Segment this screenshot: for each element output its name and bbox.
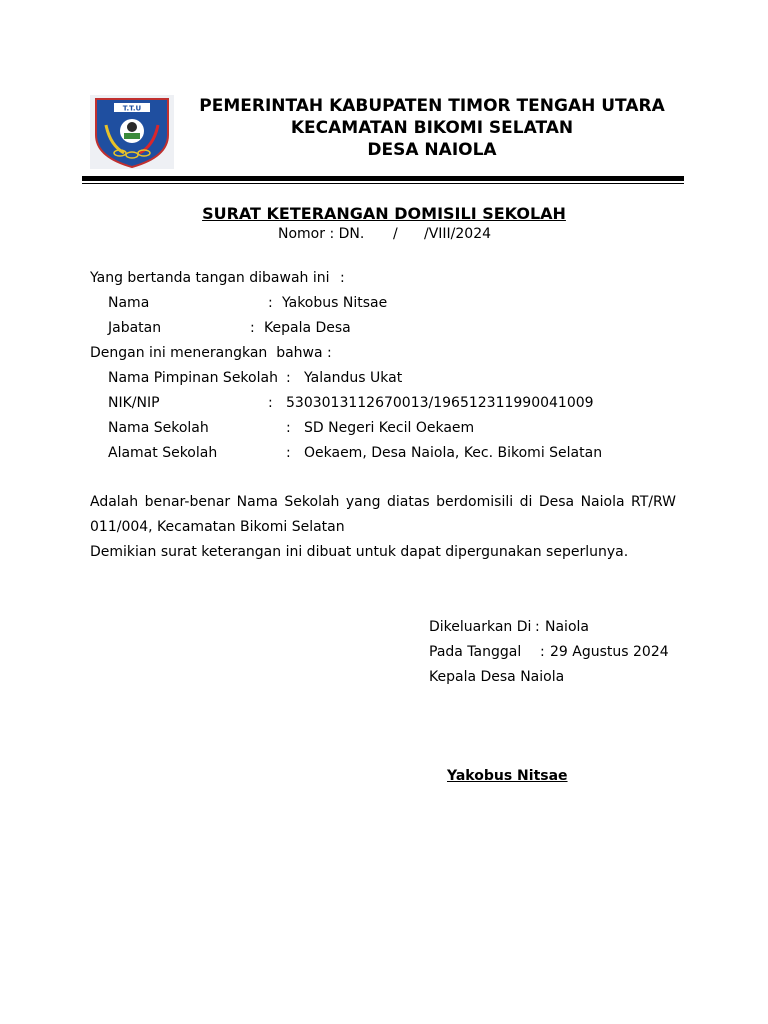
closing-paragraph: Demikian surat keterangan ini dibuat untuk dapat dipergunakan seperlunya. <box>90 544 629 560</box>
school-address-label: Alamat Sekolah <box>108 445 218 461</box>
school-name-value: SD Negeri Kecil Oekaem <box>304 420 475 436</box>
issuer-position: Kepala Desa Naiola <box>429 669 565 685</box>
nik-nip-colon: : <box>268 395 273 411</box>
school-address-colon: : <box>286 445 291 461</box>
school-address-value: Oekaem, Desa Naiola, Kec. Bikomi Selatan <box>304 445 603 461</box>
letter-number-prefix: Nomor : DN. <box>278 226 365 242</box>
letterhead-rule-thin <box>82 183 684 184</box>
body-paragraph: Adalah benar-benar Nama Sekolah yang diatas berdomisili di Desa Naiola RT/RW 011/004, Kecamatan Bikomi Selatan <box>90 494 676 535</box>
logo-text: T.T.U <box>122 104 142 113</box>
nik-nip-value: 5303013112670013/196512311990041009 <box>286 395 594 411</box>
letterhead-line-3: DESA NAIOLA <box>367 140 497 160</box>
issued-date-label: Pada Tanggal <box>429 644 522 660</box>
signature-name: Yakobus Nitsae <box>447 768 568 784</box>
signatory-name-colon: : <box>268 295 273 311</box>
document-title: SURAT KETERANGAN DOMISILI SEKOLAH <box>202 204 566 223</box>
letter-number-slash: / <box>393 226 398 242</box>
nik-nip-label: NIK/NIP <box>108 395 160 411</box>
issued-place-colon: : <box>535 619 540 635</box>
issued-place-value: Naiola <box>545 619 589 635</box>
school-name-label: Nama Sekolah <box>108 420 209 436</box>
signatory-name-value: Yakobus Nitsae <box>282 295 388 311</box>
signatory-position-label: Jabatan <box>108 320 162 336</box>
signatory-intro-colon: : <box>340 270 345 286</box>
signatory-name-label: Nama <box>108 295 150 311</box>
issued-date-value: 29 Agustus 2024 <box>550 644 669 660</box>
issued-date-colon: : <box>540 644 545 660</box>
letterhead-line-2: KECAMATAN BIKOMI SELATAN <box>290 118 574 138</box>
signatory-position-colon: : <box>250 320 255 336</box>
letter-number-suffix: /VIII/2024 <box>424 226 492 242</box>
issued-place-label: Dikeluarkan Di <box>429 619 532 635</box>
signatory-position-value: Kepala Desa <box>264 320 351 336</box>
statement-intro: Dengan ini menerangkan bahwa : <box>90 345 332 361</box>
school-name-colon: : <box>286 420 291 436</box>
signatory-intro: Yang bertanda tangan dibawah ini <box>90 270 330 286</box>
school-leader-label: Nama Pimpinan Sekolah <box>108 370 278 386</box>
letterhead-line-1: PEMERINTAH KABUPATEN TIMOR TENGAH UTARA <box>199 96 665 116</box>
school-leader-colon: : <box>286 370 291 386</box>
letterhead-rule <box>82 176 684 181</box>
school-leader-value: Yalandus Ukat <box>304 370 403 386</box>
